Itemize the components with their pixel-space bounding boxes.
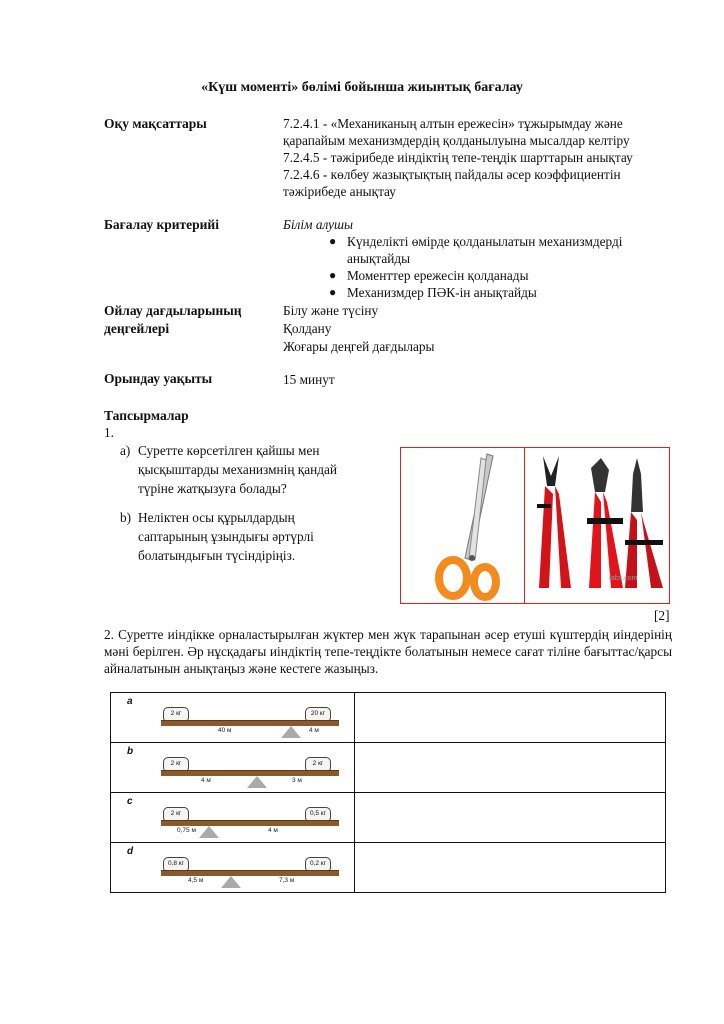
objective-line: 7.2.4.1 - «Механиканың алтын ережесін» тұжырымдау және — [283, 116, 623, 131]
lever-row — [111, 843, 666, 893]
thinking-label: Ойлау дағдыларының деңгейлері — [104, 303, 242, 336]
criteria-item: анықтайды — [347, 251, 411, 266]
bullet-icon: ● — [329, 268, 337, 282]
left-weight: 2 кг — [163, 707, 189, 721]
objectives-label: Оқу мақсаттары — [104, 116, 207, 131]
criteria-label: Бағалау критерийі — [104, 217, 219, 232]
fulcrum-icon — [221, 876, 241, 888]
right-weight: 2 кг — [305, 757, 331, 771]
right-weight: 0,5 кг — [305, 807, 331, 821]
task1-score: [2] — [654, 608, 670, 623]
left-distance: 4,5 м — [188, 877, 204, 884]
criteria-text — [283, 216, 673, 301]
criteria-item: ● Моменттер ережесін қолданады — [329, 268, 529, 283]
lever-letter: b — [127, 746, 134, 757]
objective-line: 7.2.4.5 - тәжірибеде иіндіктің тепе-теңдік шарттарын анықтау — [283, 150, 633, 165]
left-weight: 2 кг — [163, 807, 189, 821]
lever-beam — [161, 870, 339, 876]
level-item: Білу және түсіну — [283, 303, 379, 318]
criteria-list — [283, 233, 673, 301]
lever-letter: d — [127, 846, 134, 857]
task1-question-b: b) Неліктен осы құрылдардың саптарының ұзындығы әртүрлі болатындығын түсіндіріңіз. — [120, 510, 314, 563]
level-item: Қолдану — [283, 321, 332, 336]
right-distance: 3 м — [292, 777, 302, 784]
task2-text: 2. Суретте иіндікке орналастырылған жүктер мен жүк тарапынан әсер етуші күштердің иіндерінің мәні берілген. Әр нұсқадағы иіндіктің тепе-теңдікте болатынын немесе сағат тіліне бағыттас/қарсы айналатынын анықтаңыз және кестеге жазыңыз. — [104, 627, 672, 676]
time-label: Орындау уақыты — [104, 371, 213, 386]
right-weight: 20 кг — [305, 707, 331, 721]
fulcrum-icon — [247, 776, 267, 788]
left-weight: 2 кг — [163, 757, 189, 771]
levers-table — [110, 692, 666, 893]
answer-cell[interactable] — [355, 693, 666, 743]
answer-cell[interactable] — [355, 743, 666, 793]
lever-picture-cell — [111, 843, 355, 893]
objective-line: қарапайым механизмдердің қолданылуына мысалдар келтіру — [283, 133, 630, 148]
bullet-icon: ● — [329, 234, 337, 248]
lever-letter: c — [127, 796, 133, 807]
left-distance: 0,75 м — [177, 827, 196, 834]
bullet-icon: ● — [329, 285, 337, 299]
left-distance: 4 м — [201, 777, 211, 784]
objective-line: тәжірибеде анықтау — [283, 184, 396, 199]
level-item: Жоғары деңгей дағдылары — [283, 339, 435, 354]
criteria-intro: Білім алушы — [283, 217, 354, 232]
right-distance: 4 м — [268, 827, 278, 834]
fulcrum-icon — [199, 826, 219, 838]
answer-cell[interactable] — [355, 793, 666, 843]
lever-row — [111, 793, 666, 843]
lever-picture-cell — [111, 743, 355, 793]
thinking-levels — [283, 302, 673, 356]
lever-beam — [161, 820, 339, 826]
fulcrum-icon — [281, 726, 301, 738]
lever-letter: a — [127, 696, 133, 707]
tasks-heading: Тапсырмалар — [104, 408, 189, 423]
left-distance: 40 м — [218, 727, 232, 734]
time-value: 15 минут — [283, 372, 335, 387]
task1-number: 1. — [104, 425, 114, 440]
lever-row — [111, 743, 666, 793]
image-watermark: fabs.com — [609, 575, 638, 582]
pliers-icon — [525, 448, 669, 603]
left-weight: 0,8 кг — [163, 857, 189, 871]
lever-row — [111, 693, 666, 743]
criteria-item: ● Механизмдер ПӘК-ін анықтайды — [329, 285, 537, 300]
lever-picture-cell — [111, 693, 355, 743]
task1-question-a: a) Суретте көрсетілген қайшы мен қысқыштарды механизмнің қандай түріне жатқызуға болады? — [120, 443, 338, 496]
page-title: «Күш моменті» бөлімі бойынша жиынтық бағалау — [201, 80, 523, 95]
objectives-text — [283, 115, 673, 200]
scissors-icon — [401, 448, 525, 603]
lever-beam — [161, 720, 339, 726]
criteria-item: ● Күнделікті өмірде қолданылатын механизмдерді — [329, 234, 623, 249]
scissors-image — [400, 447, 526, 604]
right-distance: 7,3 м — [279, 877, 295, 884]
objective-line: 7.2.4.6 - көлбеу жазықтықтың пайдалы әсер коэффициентін — [283, 167, 621, 182]
right-weight: 0,2 кг — [305, 857, 331, 871]
pliers-image — [524, 447, 670, 604]
answer-cell[interactable] — [355, 843, 666, 893]
right-distance: 4 м — [309, 727, 319, 734]
lever-picture-cell — [111, 793, 355, 843]
